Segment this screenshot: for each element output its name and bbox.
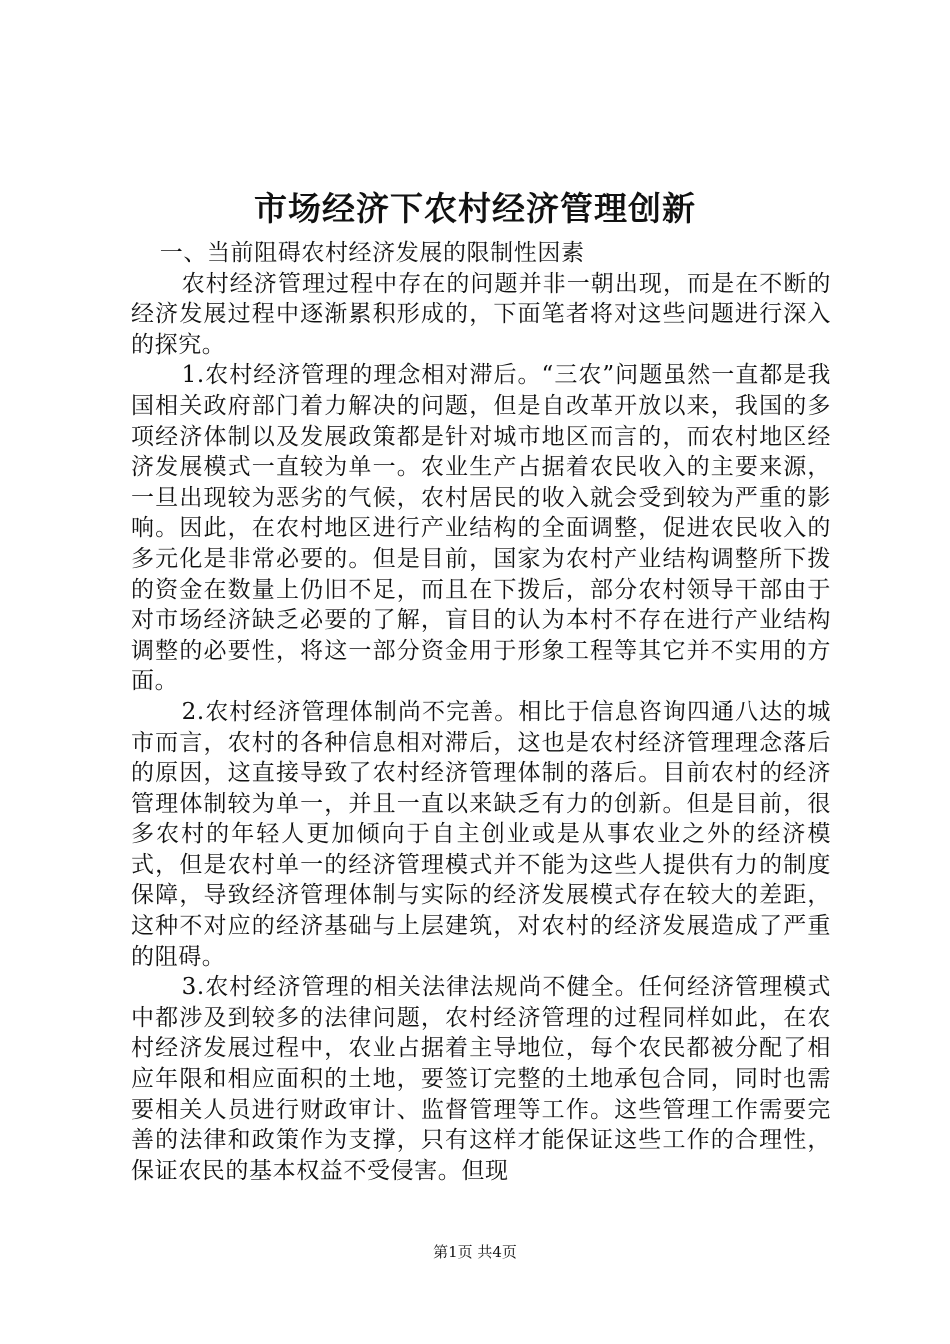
section-heading: 一、当前阻碍农村经济发展的限制性因素: [159, 240, 585, 266]
paragraph-intro: 农村经济管理过程中存在的问题并非一朝出现，而是在不断的经济发展过程中逐渐累积形成的，下面笔者将对这些问题进行深入的探究。: [131, 270, 831, 358]
paragraph-point-3: 3.农村经济管理的相关法律法规尚不健全。任何经济管理模式中都涉及到较多的法律问题，农村经济管理的过程同样如此，在农村经济发展过程中，农业占据着主导地位，每个农民都被分配了相应年限和相应面积的土地，要签订完整的土地承包合同，同时也需要相关人员进行财政审计、监督管理等工作。这些管理工作需要完善的法律和政策作为支撑，只有这样才能保证这些工作的合理性，保证农民的基本权益不受侵害。但现: [131, 974, 831, 1184]
paragraph-point-2: 2.农村经济管理体制尚不完善。相比于信息咨询四通八达的城市而言，农村的各种信息相对滞后，这也是农村经济管理理念落后的原因，这直接导致了农村经济管理体制的落后。目前农村的经济管理体制较为单一，并且一直以来缺乏有力的创新。但是目前，很多农村的年轻人更加倾向于自主创业或是从事农业之外的经济模式，但是农村单一的经济管理模式并不能为这些人提供有力的制度保障，导致经济管理体制与实际的经济发展模式存在较大的差距，这种不对应的经济基础与上层建筑，对农村的经济发展造成了严重的阻碍。: [131, 698, 831, 970]
document-body: [131, 238, 831, 1186]
page-number-footer: 第1页 共4页: [433, 1243, 517, 1261]
document-title: 市场经济下农村经济管理创新: [254, 189, 696, 228]
paragraph-point-1: 1.农村经济管理的理念相对滞后。“三农”问题虽然一直都是我国相关政府部门着力解决的问题，但是自改革开放以来，我国的多项经济体制以及发展政策都是针对城市地区而言的，而农村地区经济发展模式一直较为单一。农业生产占据着农民收入的主要来源，一旦出现较为恶劣的气候，农村居民的收入就会受到较为严重的影响。因此，在农村地区进行产业结构的全面调整，促进农民收入的多元化是非常必要的。但是目前，国家为农村产业结构调整所下拨的资金在数量上仍旧不足，而且在下拨后，部分农村领导干部由于对市场经济缺乏必要的了解，盲目的认为本村不存在进行产业结构调整的必要性，将这一部分资金用于形象工程等其它并不实用的方面。: [131, 362, 831, 695]
